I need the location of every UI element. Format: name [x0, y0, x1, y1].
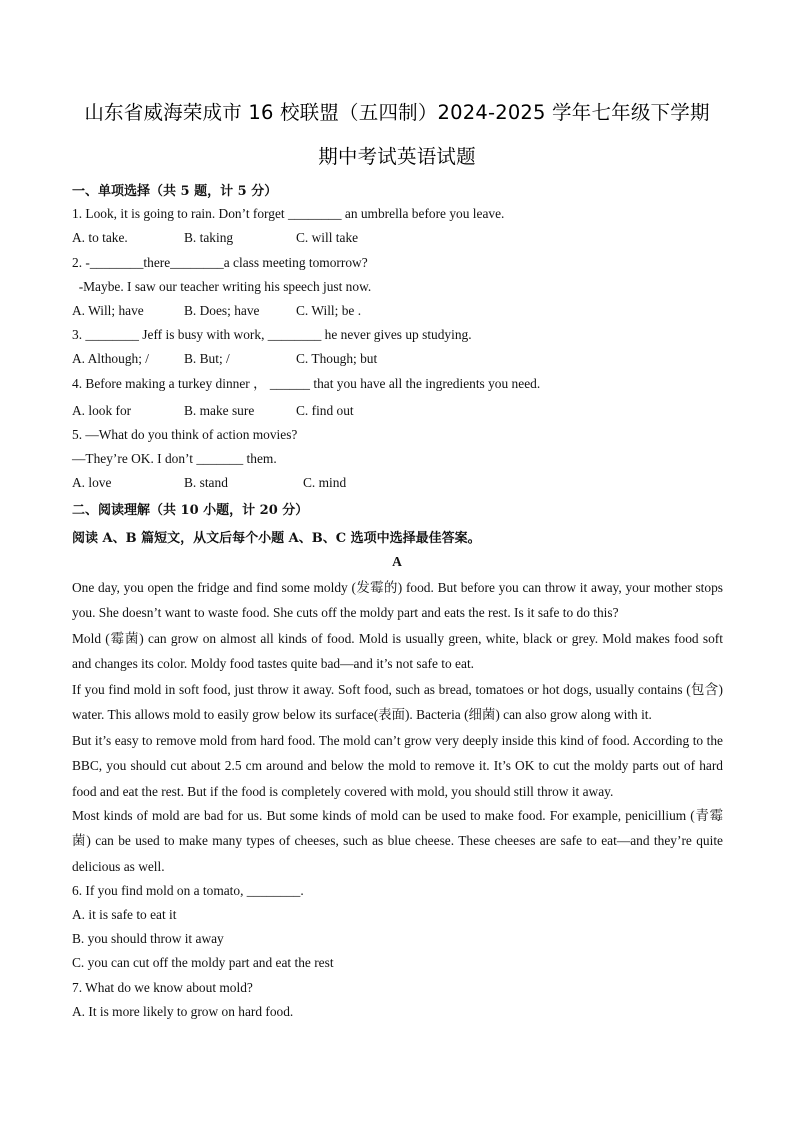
q7-option-a: A. It is more likely to grow on hard food. — [72, 1004, 294, 1019]
exam-title-line2: 期中考试英语试题 — [318, 145, 476, 168]
q4-option-b: B. make sure — [184, 403, 255, 418]
q2-option-b: B. Does; have — [184, 303, 260, 318]
q1-option-b: B. taking — [184, 230, 234, 245]
q2-option-c: C. Will; be . — [296, 303, 362, 318]
passage-paragraph-1: One day, you open the fridge and find some moldy (发霉的) food. But before you can throw it away, your mother stops you. She doesn’t want to waste food. She cuts off the moldy part and eats the rest. Is it safe to do this? — [72, 580, 723, 621]
q6-option-c: C. you can cut off the moldy part and eat the rest — [72, 955, 334, 970]
section2-instruction: 阅读 A、B 篇短文，从文后每个小题 A、B、C 选项中选择最佳答案。 — [72, 531, 481, 546]
q3-option-b: B. But; / — [184, 351, 230, 366]
passage-paragraph-4: But it’s easy to remove mold from hard food. The mold can’t grow very deeply inside this kind of food. According to the BBC, you should cut about 2.5 cm around and below the mold to remove it. It’s OK to cut the moldy parts out of hard food and eat the rest. But if the food is completely covered with mold, you should still throw it away. — [72, 733, 723, 799]
question-7-stem: 7. What do we know about mold? — [72, 980, 253, 995]
question-5-dialogue: —They’re OK. I don’t _______ them. — [72, 451, 277, 466]
q5-option-b: B. stand — [184, 475, 228, 490]
q6-option-a: A. it is safe to eat it — [72, 907, 177, 922]
passage-paragraph-2: Mold (霉菌) can grow on almost all kinds of food. Mold is usually green, white, black or grey. Mold makes food soft and changes its color. Moldy food tastes quite bad—and it’s not safe to eat. — [72, 631, 723, 672]
q4-option-c: C. find out — [296, 403, 354, 418]
q5-option-c: C. mind — [303, 475, 347, 490]
q6-option-b: B. you should throw it away — [72, 931, 224, 946]
question-2-stem: 2. -________there________a class meeting tomorrow? — [72, 255, 368, 270]
section1-heading: 一、单项选择（共 5 题，计 5 分） — [72, 184, 278, 199]
question-4-stem: 4. Before making a turkey dinner ， ______ that you have all the ingredients you need. — [72, 376, 541, 391]
question-6-stem: 6. If you find mold on a tomato, ________. — [72, 883, 304, 898]
passage-label: A — [392, 554, 402, 569]
question-3-stem: 3. ________ Jeff is busy with work, ________ he never gives up studying. — [72, 327, 472, 342]
q5-option-a: A. love — [72, 475, 112, 490]
passage-paragraph-5: Most kinds of mold are bad for us. But some kinds of mold can be used to make food. For example, penicillium (青霉菌) can be used to make many types of cheeses, such as blue cheese. These cheeses are safe to eat—and they’re quite delicious as well. — [72, 808, 723, 874]
passage-paragraph-3: If you find mold in soft food, just throw it away. Soft food, such as bread, tomatoes or hot dogs, usually contains (包含) water. This allows mold to easily grow below its surface(表面). Bacteria (细菌) can also grow along with it. — [72, 682, 723, 723]
q2-option-a: A. Will; have — [72, 303, 144, 318]
q3-option-a: A. Although; / — [72, 351, 150, 366]
question-2-dialogue: -Maybe. I saw our teacher writing his speech just now. — [72, 279, 372, 294]
section2-heading: 二、阅读理解（共 10 小题，计 20 分） — [72, 503, 309, 518]
question-1-stem: 1. Look, it is going to rain. Don’t forget ________ an umbrella before you leave. — [72, 206, 505, 221]
q3-option-c: C. Though; but — [296, 351, 378, 366]
exam-title-line1: 山东省威海荣成市 16 校联盟（五四制）2024-2025 学年七年级下学期 — [84, 101, 710, 124]
q1-option-a: A. to take. — [72, 230, 128, 245]
q1-option-c: C. will take — [296, 230, 359, 245]
question-5-stem: 5. —What do you think of action movies? — [72, 427, 298, 442]
q4-option-a: A. look for — [72, 403, 132, 418]
